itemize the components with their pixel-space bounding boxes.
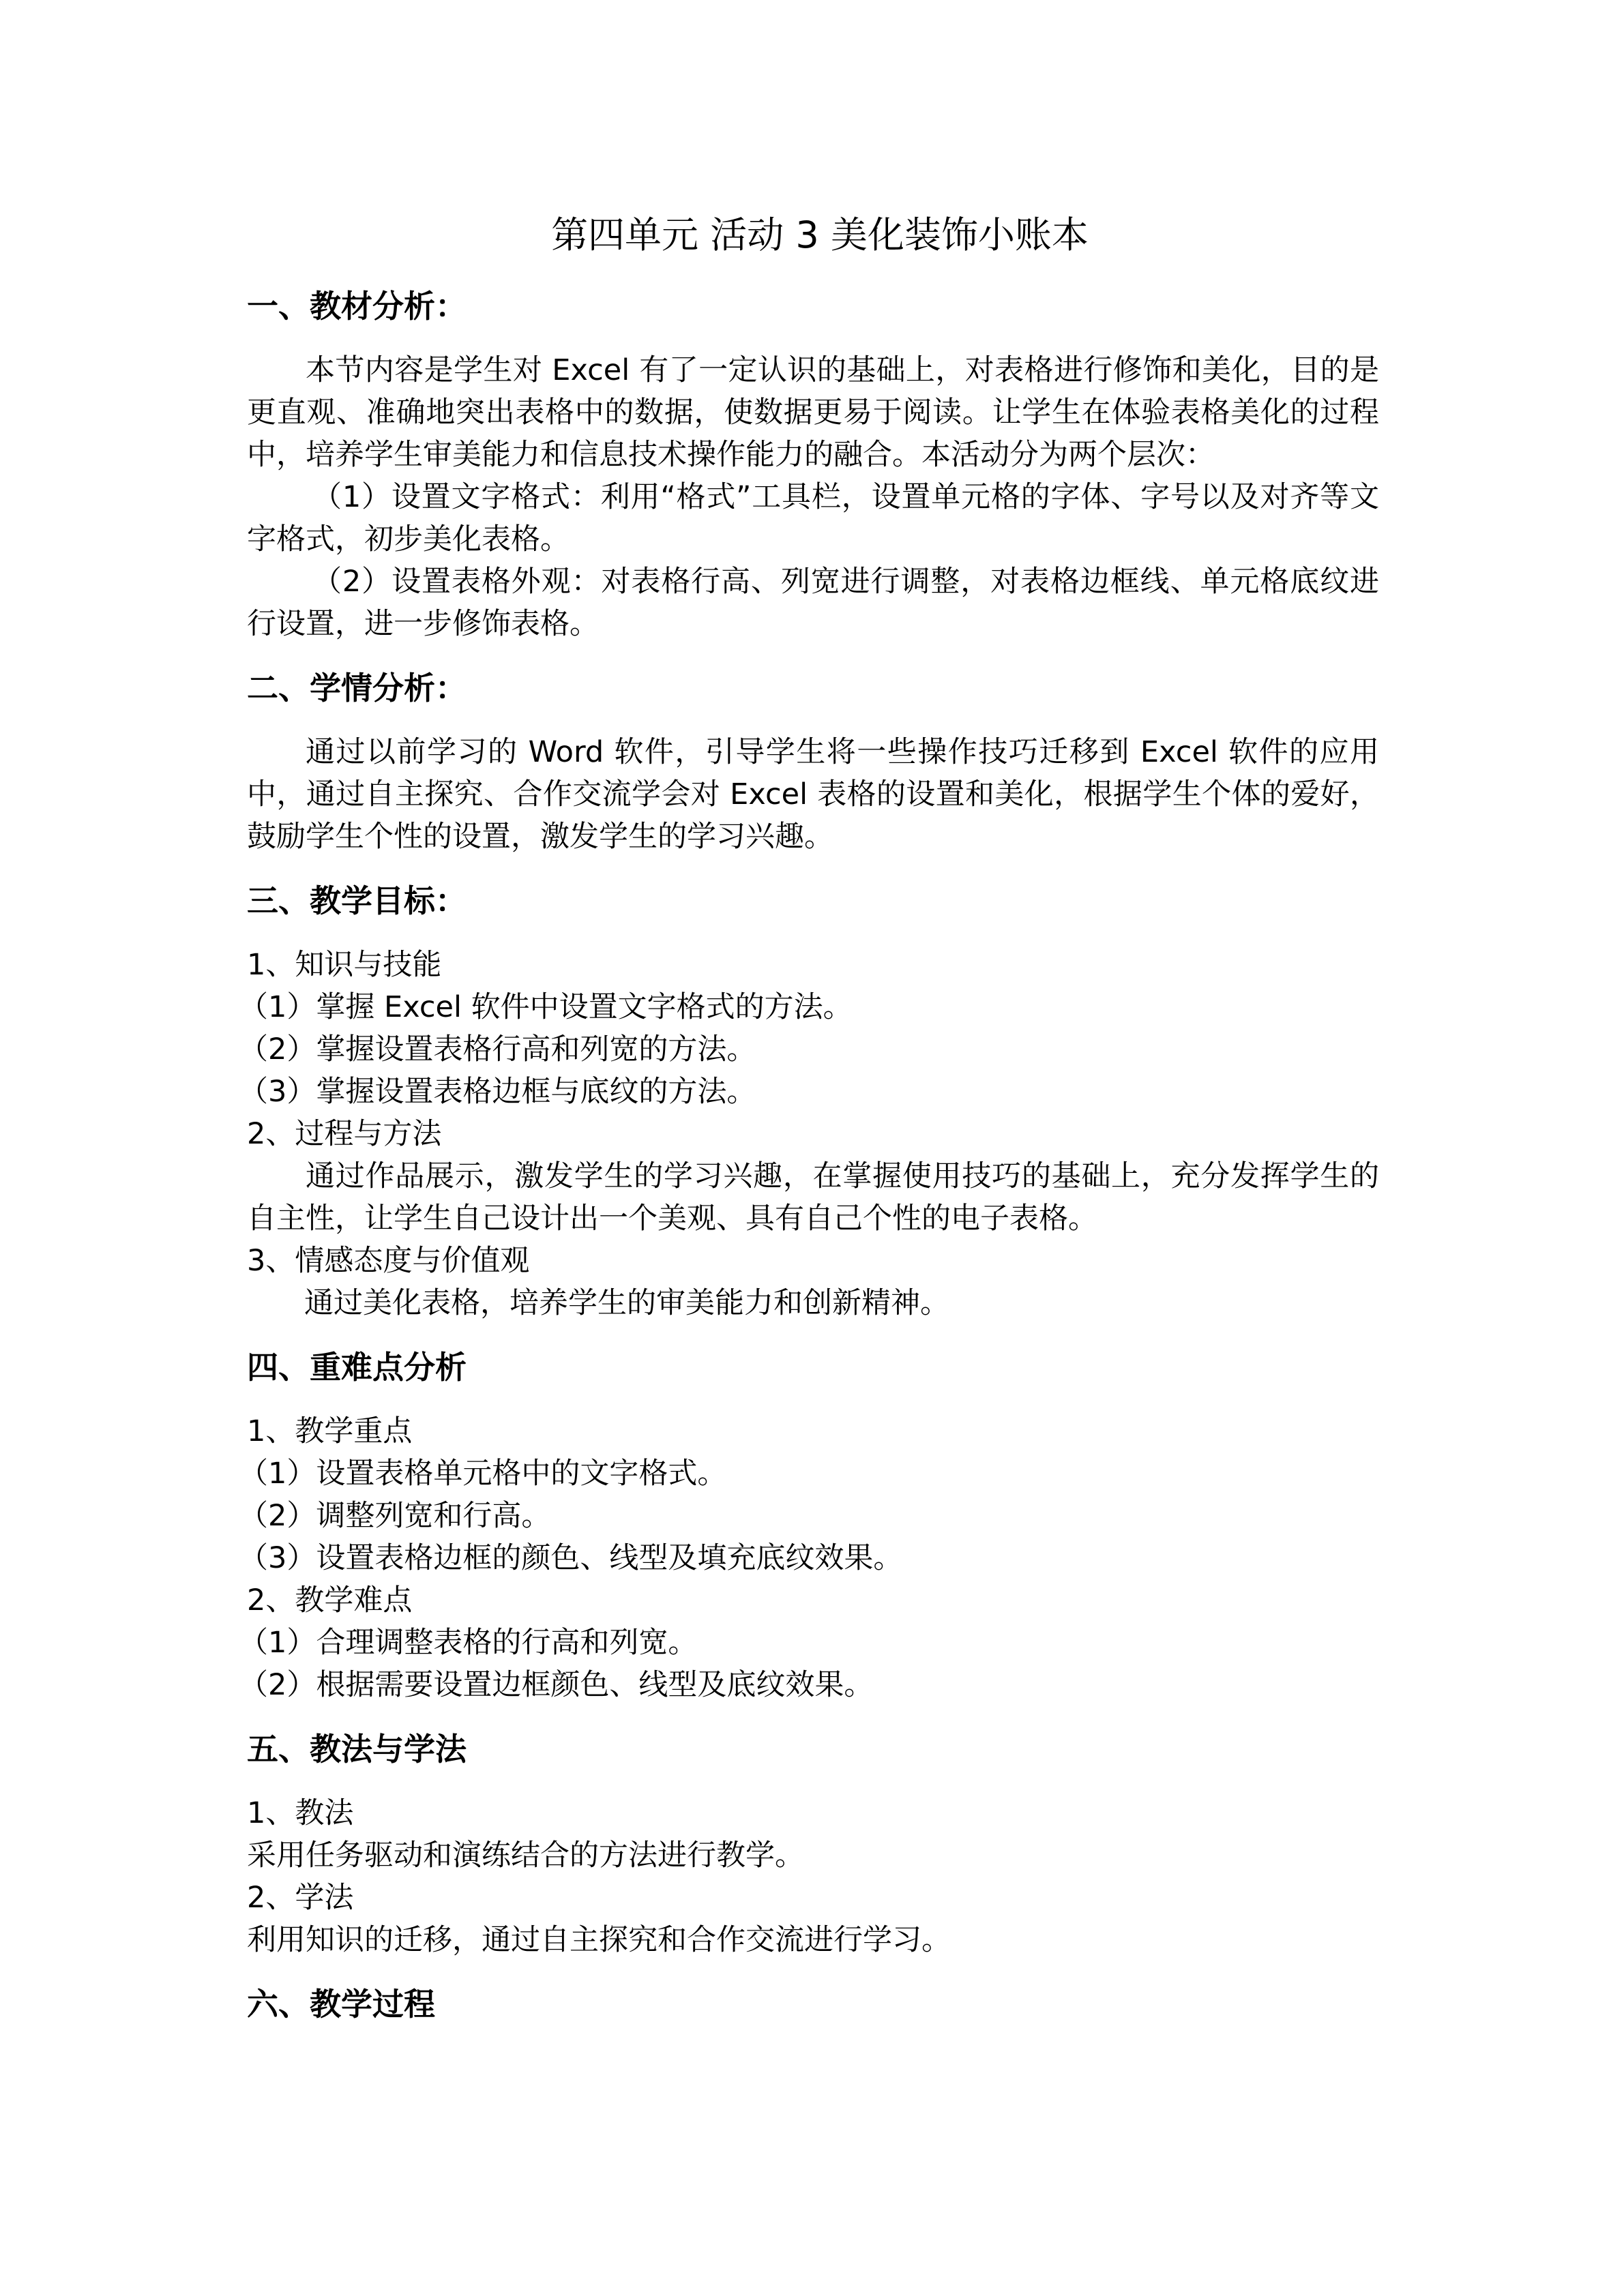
list-item: （1）合理调整表格的行高和列宽。 bbox=[239, 1626, 698, 1660]
list-item: （2）根据需要设置边框颜色、线型及底纹效果。 bbox=[239, 1668, 874, 1702]
subheading-process-method: 2、过程与方法 bbox=[247, 1117, 442, 1151]
list-item: （2）调整列宽和行高。 bbox=[239, 1499, 551, 1533]
document-page bbox=[239, 205, 1379, 2047]
list-item: （3）设置表格边框的颜色、线型及填充底纹效果。 bbox=[239, 1541, 903, 1575]
section-heading-textbook-analysis: 一、教材分析： bbox=[247, 288, 467, 325]
subheading-key-points: 1、教学重点 bbox=[247, 1414, 413, 1448]
list-item: （1）掌握 Excel 软件中设置文字格式的方法。 bbox=[239, 990, 853, 1024]
paragraph-process-method: 通过作品展示，激发学生的学习兴趣，在掌握使用技巧的基础上，充分发挥学生的自主性，让学生自己设计出一个美观、具有自己个性的电子表格。 bbox=[247, 1159, 1379, 1236]
paragraph-teaching-method: 采用任务驱动和演练结合的方法进行教学。 bbox=[247, 1838, 804, 1873]
subheading-learning-method: 2、学法 bbox=[247, 1881, 354, 1915]
section-heading-student-analysis: 二、学情分析： bbox=[247, 670, 467, 706]
paragraph-level-1: （1）设置文字格式：利用“格式”工具栏，设置单元格的字体、字号以及对齐等文字格式，初步美化表格。 bbox=[247, 480, 1379, 556]
paragraph-student-analysis: 通过以前学习的 Word 软件，引导学生将一些操作技巧迁移到 Excel 软件的应用中，通过自主探究、合作交流学会对 Excel 表格的设置和美化，根据学生个体的爱好，鼓励学生个性的设置，激发学生的学习兴趣。 bbox=[247, 735, 1379, 854]
list-item: （2）掌握设置表格行高和列宽的方法。 bbox=[239, 1032, 756, 1067]
section-heading-teaching-process: 六、教学过程 bbox=[247, 1986, 435, 2023]
paragraph-learning-method: 利用知识的迁移，通过自主探究和合作交流进行学习。 bbox=[247, 1923, 951, 1957]
list-item: （3）掌握设置表格边框与底纹的方法。 bbox=[239, 1075, 756, 1109]
subheading-knowledge-skills: 1、知识与技能 bbox=[247, 948, 442, 982]
paragraph-emotion-values: 通过美化表格，培养学生的审美能力和创新精神。 bbox=[304, 1286, 949, 1320]
document-title: 第四单元 活动 3 美化装饰小账本 bbox=[551, 213, 1089, 256]
section-heading-teaching-goals: 三、教学目标： bbox=[247, 882, 467, 919]
subheading-emotion-values: 3、情感态度与价值观 bbox=[247, 1244, 530, 1278]
paragraph-level-2: （2）设置表格外观：对表格行高、列宽进行调整，对表格边框线、单元格底纹进行设置，进一步修饰表格。 bbox=[247, 565, 1379, 641]
section-heading-methods: 五、教法与学法 bbox=[247, 1731, 467, 1768]
paragraph-textbook-intro: 本节内容是学生对 Excel 有了一定认识的基础上，对表格进行修饰和美化，目的是更直观、准确地突出表格中的数据，使数据更易于阅读。让学生在体验表格美化的过程中，培养学生审美能力和信息技术操作能力的融合。本活动分为两个层次： bbox=[247, 353, 1379, 472]
subheading-difficult-points: 2、教学难点 bbox=[247, 1583, 413, 1617]
section-heading-key-difficult: 四、重难点分析 bbox=[247, 1349, 467, 1386]
subheading-teaching-method: 1、教法 bbox=[247, 1796, 354, 1830]
list-item: （1）设置表格单元格中的文字格式。 bbox=[239, 1457, 727, 1491]
